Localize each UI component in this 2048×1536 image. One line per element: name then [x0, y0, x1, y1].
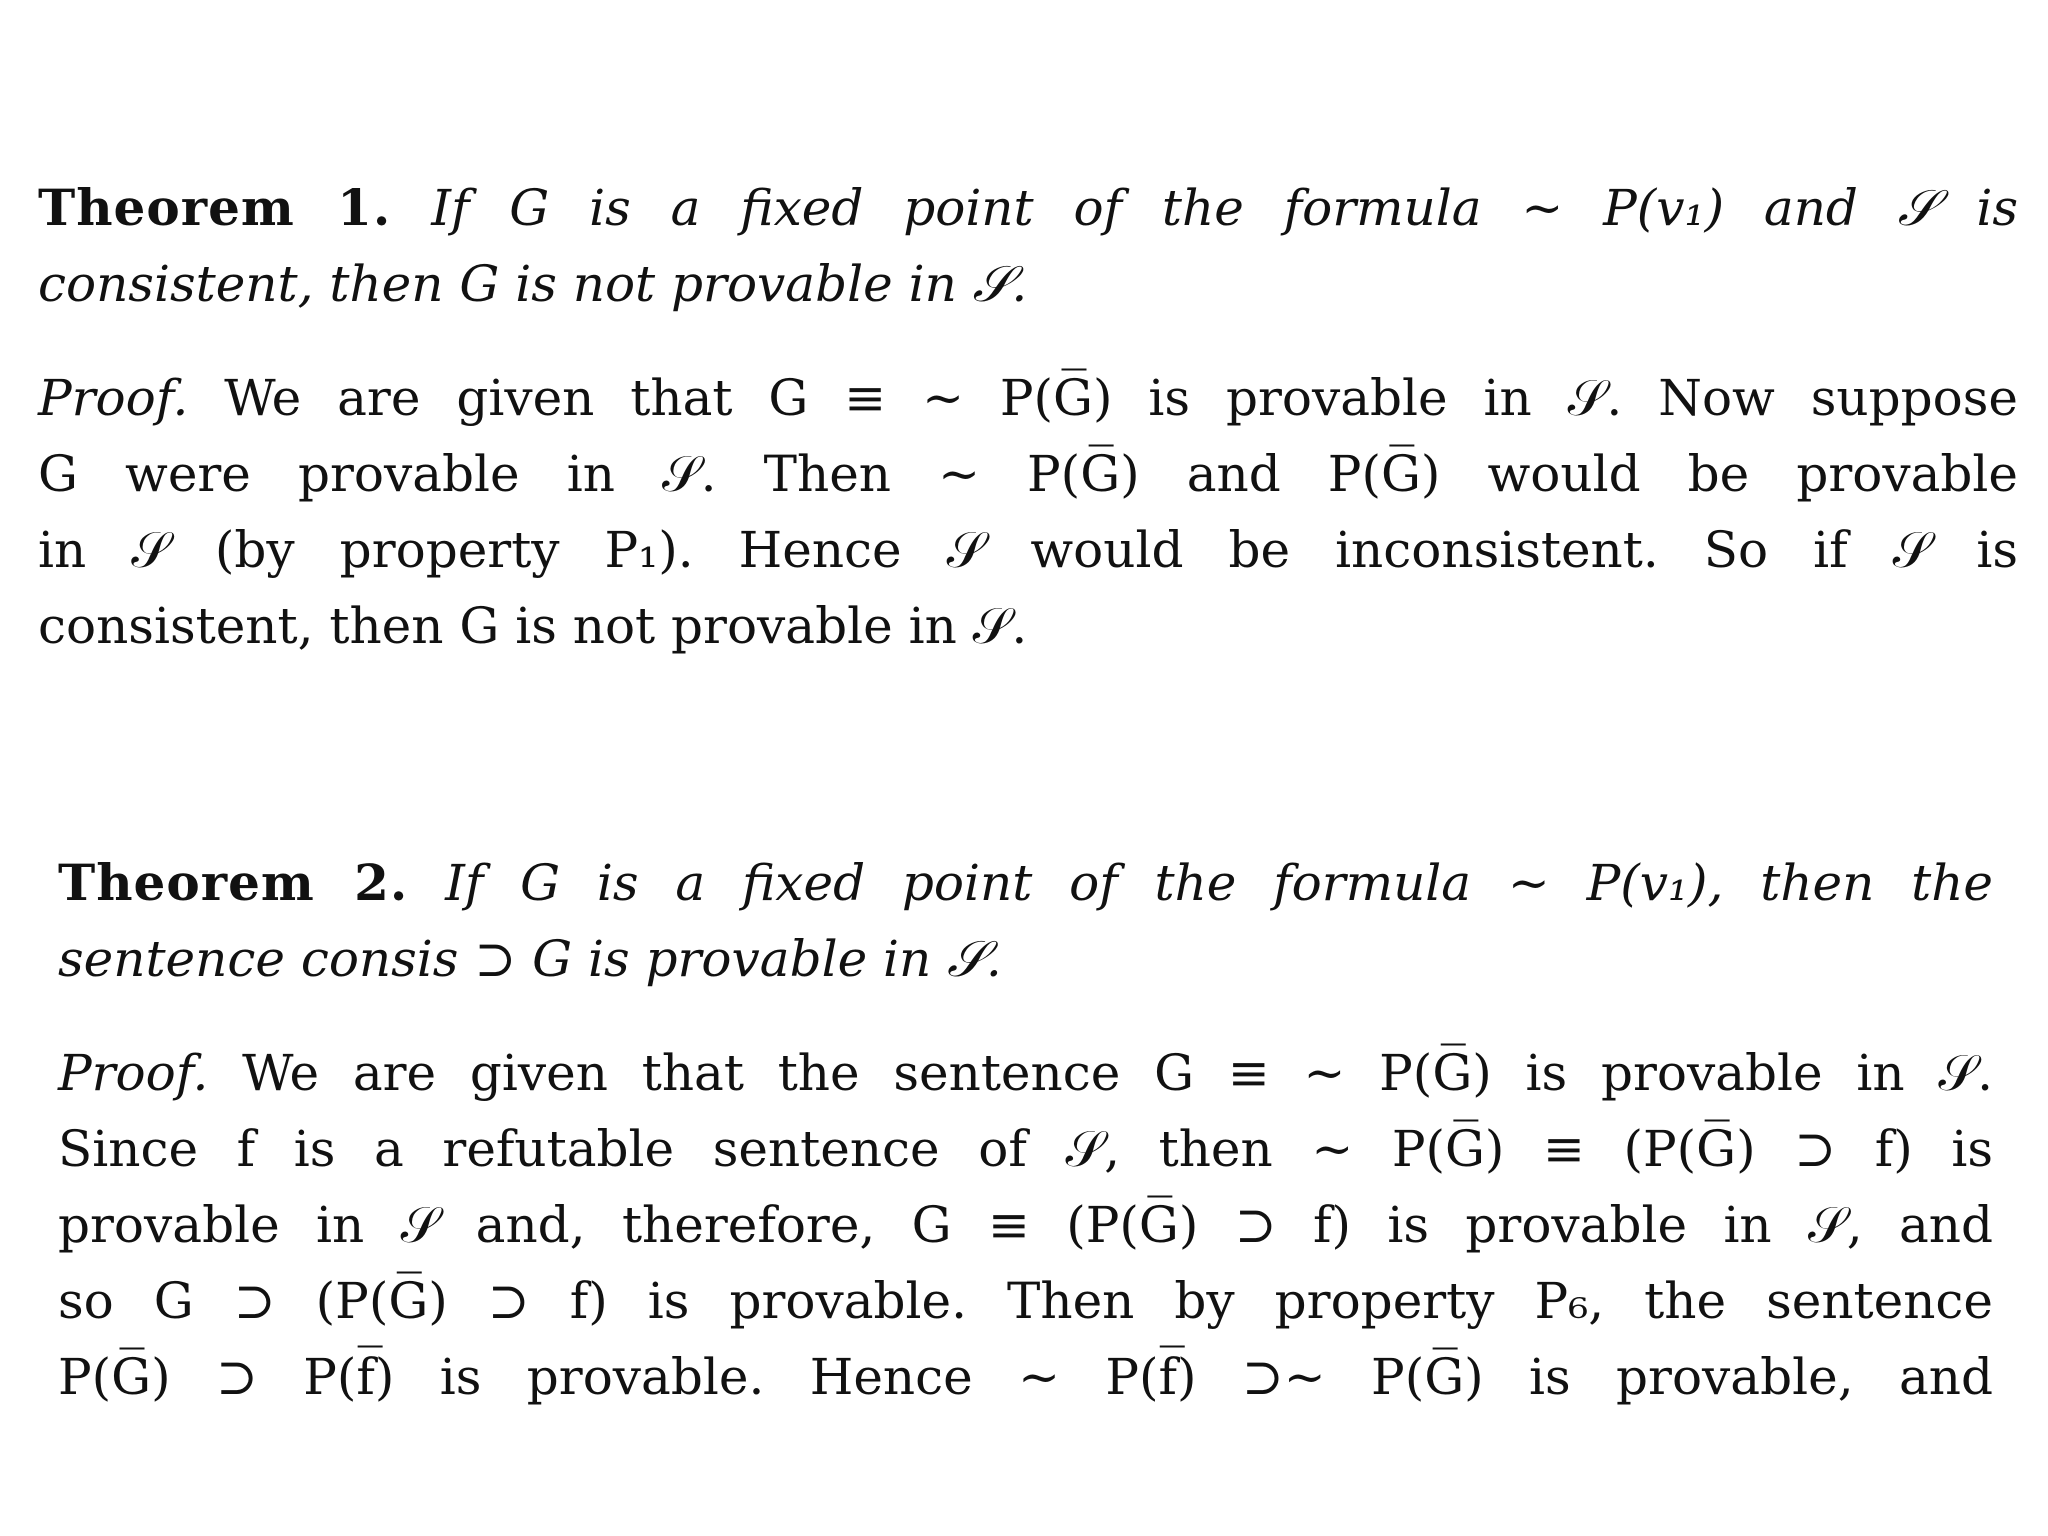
proof-2-label: Proof. [58, 1044, 209, 1102]
proof-2-line-1 [58, 1035, 1993, 1111]
theorem-2-heading: Theorem 2. [58, 853, 409, 912]
theorem-1-line-2: consistent, then G is not provable in 𝒮. [38, 255, 1028, 313]
proof-1-line-2: G were provable in 𝒮. Then ~ P(G̅) and P(G̅) would be provable [38, 445, 2018, 503]
proof-1 [38, 360, 2018, 664]
theorem-2-line-1 [58, 845, 1993, 921]
theorem-1-text-1: If G is a fixed point of the formula ~ P(v₁) and 𝒮 is [431, 179, 2018, 237]
theorem-2-text-1: If G is a fixed point of the formula ~ P(v₁), then the [445, 854, 1994, 912]
proof-2-line-2: Since f is a refutable sentence of 𝒮, then ~ P(G̅) ≡ (P(G̅) ⊃ f) is [58, 1120, 1993, 1178]
theorem-2 [58, 845, 1993, 997]
proof-2 [58, 1035, 1993, 1415]
proof-2-line-5: P(G̅) ⊃ P(f̅) is provable. Hence ~ P(f̅) ⊃~ P(G̅) is provable, and [58, 1348, 1993, 1406]
proof-1-line-3: in 𝒮 (by property P₁). Hence 𝒮 would be inconsistent. So if 𝒮 is [38, 521, 2018, 579]
theorem-1 [38, 170, 2018, 322]
proof-1-label: Proof. [38, 369, 189, 427]
proof-2-line-4: so G ⊃ (P(G̅) ⊃ f) is provable. Then by property P₆, the sentence [58, 1272, 1993, 1330]
proof-2-text-1: We are given that the sentence G ≡ ~ P(G̅) is provable in 𝒮. [242, 1044, 1993, 1102]
proof-1-line-1 [38, 360, 2018, 436]
theorem-1-heading: Theorem 1. [38, 178, 392, 237]
proof-1-line-4: consistent, then G is not provable in 𝒮. [38, 597, 1028, 655]
proof-1-text-1: We are given that G ≡ ~ P(G̅) is provable in 𝒮. Now suppose [224, 369, 2018, 427]
proof-2-line-3: provable in 𝒮 and, therefore, G ≡ (P(G̅) ⊃ f) is provable in 𝒮, and [58, 1196, 1993, 1254]
theorem-2-line-2: sentence consis ⊃ G is provable in 𝒮. [58, 930, 1002, 988]
theorem-1-line-1 [38, 170, 2018, 246]
